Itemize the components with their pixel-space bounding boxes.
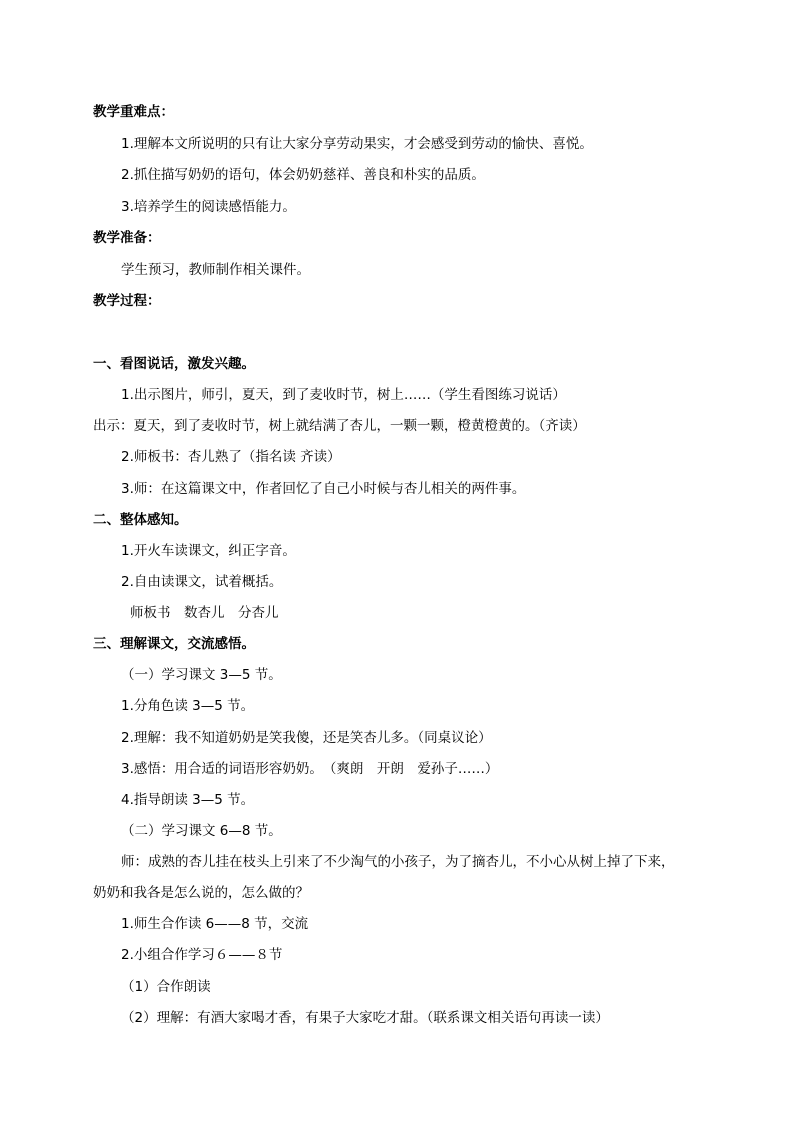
section-3-title: 三、理解课文，交流感悟。 [93,636,255,652]
section-2-board: 师板书 数杏儿 分杏儿 [130,605,279,621]
section-3-part-1: （一）学习课文 3—5 节。 [121,667,282,683]
key-point-1: 1.理解本文所说明的只有让大家分享劳动果实，才会感受到劳动的愉快、喜悦。 [121,136,593,152]
heading-key-points: 教学重难点： [93,104,174,120]
section-2-item-2: 2.自由读课文，试着概括。 [121,574,283,590]
section-3-part-2-intro-2: 奶奶和我各是怎么说的，怎么做的？ [93,885,309,901]
section-2-title: 二、整体感知。 [93,512,188,528]
section-1-item-1: 1.出示图片，师引，夏天，到了麦收时节，树上……（学生看图练习说话） [121,387,566,403]
section-3-part-1-item-1: 1.分角色读 3—5 节。 [121,698,255,714]
section-1-title: 一、看图说话，激发兴趣。 [93,356,255,372]
section-3-part-1-item-3: 3.感悟：用合适的词语形容奶奶。 （爽朗 开朗 爱孙子……） [121,761,499,777]
section-3-part-1-item-4: 4.指导朗读 3—5 节。 [121,792,255,808]
section-3-part-2-sub-1: （1）合作朗读 [121,979,211,995]
section-3-part-2-sub-2: （2）理解：有酒大家喝才香，有果子大家吃才甜。（联系课文相关语句再读一读） [121,1010,609,1026]
key-point-3: 3.培养学生的阅读感悟能力。 [121,199,296,215]
heading-process: 教学过程： [93,293,161,309]
section-1-display: 出示：夏天，到了麦收时节，树上就结满了杏儿，一颗一颗，橙黄橙黄的。（齐读） [93,418,586,434]
preparation-text: 学生预习，教师制作相关课件。 [121,262,310,278]
section-3-part-2-item-1: 1.师生合作读 6——8 节，交流 [121,916,309,932]
section-3-part-1-item-2: 2.理解：我不知道奶奶是笑我傻，还是笑杏儿多。（同桌议论） [121,730,492,746]
section-3-part-2-item-2: 2.小组合作学习６——８节 [121,947,283,963]
section-3-part-2-intro-1: 师：成熟的杏儿挂在枝头上引来了不少淘气的小孩子，为了摘杏儿，不小心从树上掉了下来， [121,854,675,870]
section-1-item-2: 2.师板书：杏儿熟了（指名读 齐读） [121,449,341,465]
section-2-item-1: 1.开火车读课文，纠正字音。 [121,543,296,559]
section-1-item-3: 3.师：在这篇课文中，作者回忆了自己小时候与杏儿相关的两件事。 [121,481,526,497]
heading-preparation: 教学准备： [93,230,161,246]
section-3-part-2: （二）学习课文 6—8 节。 [121,823,282,839]
key-point-2: 2.抓住描写奶奶的语句，体会奶奶慈祥、善良和朴实的品质。 [121,167,485,183]
